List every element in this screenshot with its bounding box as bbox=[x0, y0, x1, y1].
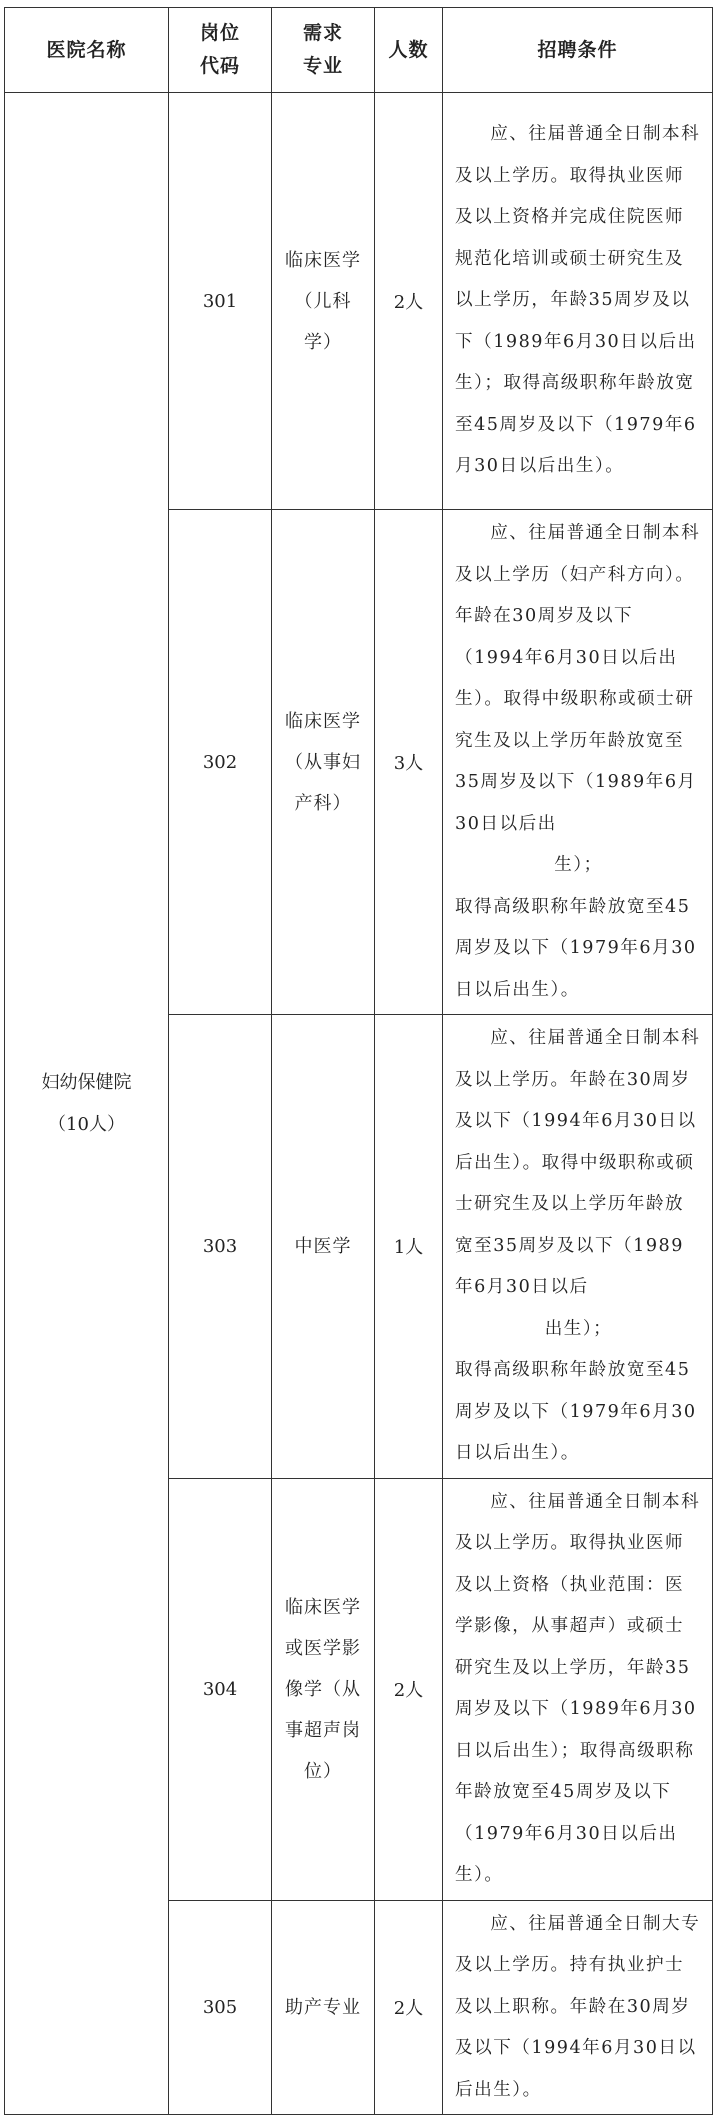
table-row bbox=[5, 93, 713, 510]
header-hospital-name: 医院名称 bbox=[5, 8, 169, 93]
required-major: 中医学 bbox=[272, 1015, 375, 1479]
condition-text: 应、往届普通全日制本科及以上学历。年龄在30周岁及以下（1994年6月30日以后出生）。取得中级职称或硕士研究生及以上学历年龄放宽至35周岁及以下（1989年6月30日以后 bbox=[455, 1028, 701, 1297]
headcount: 2人 bbox=[375, 93, 443, 510]
hospital-cell bbox=[5, 93, 169, 2115]
hospital-name: 妇幼保健院 bbox=[41, 1071, 132, 1093]
post-code: 302 bbox=[169, 510, 272, 1015]
required-major: 临床医学 （儿科 学） bbox=[272, 93, 375, 510]
condition-text: 取得高级职称年龄放宽至45周岁及以下（1979年6月30日以后出生）。 bbox=[455, 1360, 697, 1463]
header-headcount: 人数 bbox=[375, 8, 443, 93]
headcount: 3人 bbox=[375, 510, 443, 1015]
condition-text: 应、往届普通全日制本科及以上学历。取得执业医师及以上资格并完成住院医师规范化培训或硕士研究生及以上学历，年龄35周岁及以下（1989年6月30日以后出生）；取得高级职称年龄放宽至45周岁及以下（1979年6月30日以后出生）。 bbox=[455, 124, 701, 477]
header-conditions: 招聘条件 bbox=[443, 8, 713, 93]
headcount: 2人 bbox=[375, 1900, 443, 2115]
header-post-code: 岗位代码 bbox=[169, 8, 272, 93]
headcount: 2人 bbox=[375, 1478, 443, 1900]
post-code: 303 bbox=[169, 1015, 272, 1479]
condition-text: 出生）； bbox=[544, 1318, 613, 1339]
header-required-major: 需求专业 bbox=[272, 8, 375, 93]
recruitment-table bbox=[4, 7, 713, 2115]
post-code: 304 bbox=[169, 1478, 272, 1900]
conditions-cell bbox=[443, 1478, 713, 1900]
required-major: 临床医学 （从事妇 产科） bbox=[272, 510, 375, 1015]
header-row bbox=[5, 8, 713, 93]
conditions-cell bbox=[443, 1900, 713, 2115]
condition-text: 应、往届普通全日制本科及以上学历。取得执业医师及以上资格（执业范围：医学影像，从事超声）或硕士研究生及以上学历，年龄35周岁及以下（1989年6月30日以后出生）；取得高级职称年龄放宽至45周岁及以下（1979年6月30日以后出生）。 bbox=[455, 1491, 701, 1885]
conditions-cell bbox=[443, 1015, 713, 1479]
conditions-cell bbox=[443, 510, 713, 1015]
conditions-cell bbox=[443, 93, 713, 510]
post-code: 305 bbox=[169, 1900, 272, 2115]
post-code: 301 bbox=[169, 93, 272, 510]
required-major: 临床医学 或医学影 像学（从 事超声岗 位） bbox=[272, 1478, 375, 1900]
hospital-count: （10人） bbox=[48, 1113, 125, 1135]
headcount: 1人 bbox=[375, 1015, 443, 1479]
required-major: 助产专业 bbox=[272, 1900, 375, 2115]
condition-text: 应、往届普通全日制大专及以上学历。持有执业护士及以上职称。年龄在30周岁及以下（1994年6月30日以后出生）。 bbox=[455, 1913, 701, 2100]
condition-text: 取得高级职称年龄放宽至45周岁及以下（1979年6月30日以后出生）。 bbox=[455, 896, 697, 1000]
condition-text: 应、往届普通全日制本科及以上学历（妇产科方向）。年龄在30周岁及以下（1994年6月30日以后出生）。取得中级职称或硕士研究生及以上学历年龄放宽至35周岁及以下（1989年6月30日以后出 bbox=[455, 523, 701, 834]
condition-text: 生）； bbox=[554, 855, 603, 875]
